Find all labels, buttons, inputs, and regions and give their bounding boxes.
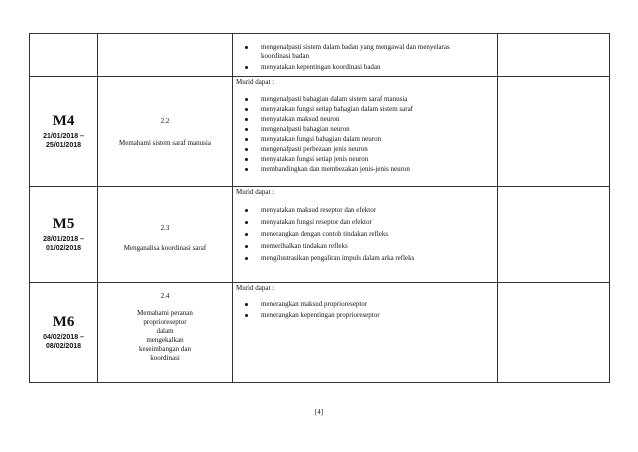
week-cell [30,187,98,283]
standard-cell [98,34,233,77]
bullet-icon [245,108,248,111]
table-row [30,77,610,187]
objectives-intro: Murid dapat : [236,188,275,196]
objective-item: mengenalpasti perbezaan jenis neuron [233,145,497,154]
objective-item: membandingkan dan membezakan jenis-jenis neuron [233,165,497,174]
objective-item: menerangkan maksud proprioreseptor [233,300,497,309]
table-row [30,283,610,383]
objective-item: mengilustrasikan pengaliran impuls dalam arka refleks [233,254,497,263]
bullet-icon [245,303,248,306]
objectives-cell [233,283,498,383]
standard-number: 2.4 [160,292,170,300]
bullet-icon [245,138,248,141]
standard-title: Memahami sistem saraf manusia [119,139,211,147]
objective-item: menyatakan maksud neuron [233,115,497,124]
objective-item: menyatakan fungsi bahagian dalam neuron [233,135,497,144]
week-dates: 28/01/2018 – 01/02/2018 [43,236,84,252]
standard-cell [98,187,233,283]
standard-number: 2.2 [160,117,170,125]
week-code: M4 [52,113,75,129]
standard-title-line: proprioreseptor [143,318,187,326]
bullet-icon [245,148,248,151]
table-row [30,34,610,77]
standard-cell [98,283,233,383]
page-number: [4] [314,408,324,416]
bullet-icon [245,168,248,171]
bullet-icon [245,118,248,121]
week-code: M6 [52,314,75,330]
week-cell [30,77,98,187]
objectives-cell [233,187,498,283]
standard-title-line: koordinasi [150,354,180,362]
bullet-icon [245,221,248,224]
bullet-icon [245,314,248,317]
standard-title-line: dalam [156,327,174,335]
objective-item: menyatakan fungsi setiap bahagian dalam sistem saraf [233,105,497,114]
standard-title: Menganalisa koordinasi saraf [123,244,207,252]
week-cell [30,34,98,77]
objective-item: menyatakan fungsi reseptor dan efektor [233,218,497,227]
objective-item: menyatakan fungsi setiap jenis neuron [233,155,497,164]
objective-item: mengenalpasti sistem dalam badan yang mengawal dan menyelaras koordinasi badan [233,43,497,61]
bullet-icon [245,98,248,101]
notes-cell [498,187,610,283]
objective-item: menerangkan kepentingan proprioreseptor [233,311,497,320]
objectives-intro: Murid dapat : [236,284,275,292]
week-cell [30,283,98,383]
objective-item: mengenalpasti bahagian dalam sistem saraf manusia [233,95,497,104]
notes-cell [498,77,610,187]
bullet-icon [245,245,248,248]
week-dates: 04/02/2018 – 08/02/2018 [43,334,84,350]
objectives-cell [233,77,498,187]
bullet-icon [245,209,248,212]
bullet-icon [245,46,248,49]
week-dates: 21/01/2018 – 25/01/2018 [43,133,84,149]
standard-title-line: mengekalkan [146,336,184,344]
objective-item: menerangkan dengan contoh tindakan refleks [233,230,497,239]
lesson-plan-table [29,33,610,383]
objectives-intro: Murid dapat : [236,78,275,86]
table-row [30,187,610,283]
notes-cell [498,283,610,383]
objectives-cell [233,34,498,77]
standard-title-line: keseimbangan dan [139,345,191,353]
standard-cell [98,77,233,187]
bullet-icon [245,158,248,161]
standard-title-line: Memahami peranan [137,309,193,317]
objective-item: mengenalpasti bahagian neuron [233,125,497,134]
week-code: M5 [52,216,75,232]
bullet-icon [245,257,248,260]
bullet-icon [245,233,248,236]
bullet-icon [245,128,248,131]
objective-item: menyatakan maksud reseptor dan efektor [233,206,497,215]
bullet-icon [245,66,248,69]
standard-number: 2.3 [160,224,170,232]
objective-item: memerihalkan tindakan refleks [233,242,497,251]
notes-cell [498,34,610,77]
objective-item: menyatakan kepentingan koordinasi badan [233,63,497,72]
